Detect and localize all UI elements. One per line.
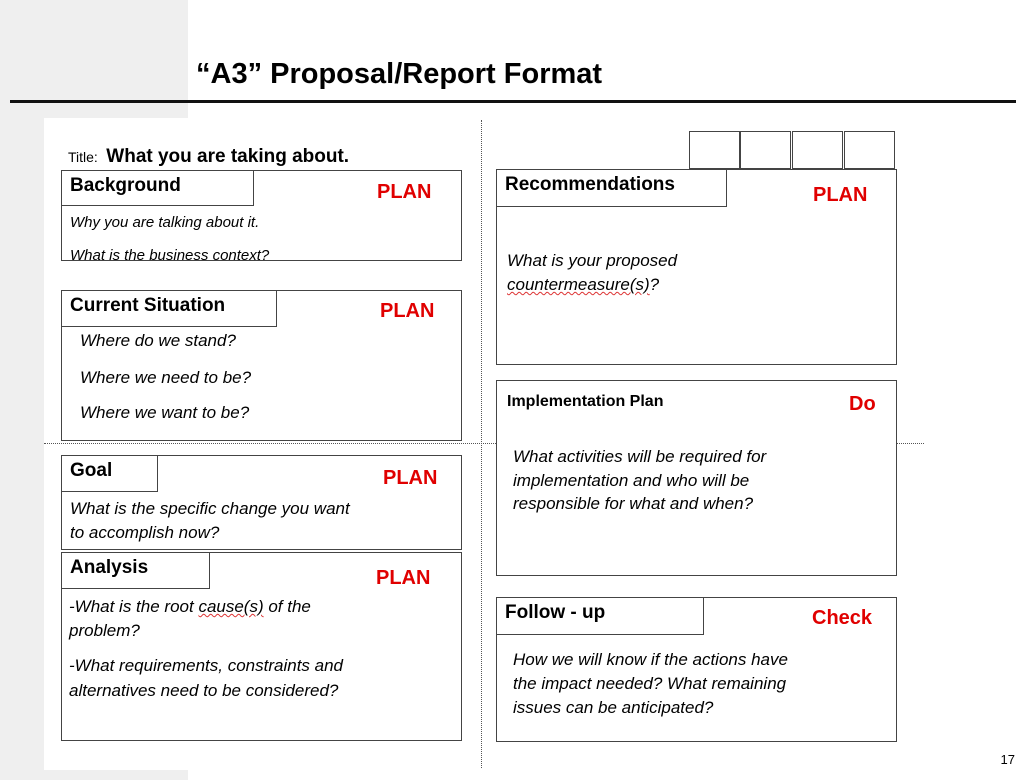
implementation-line: implementation and who will be [513, 471, 750, 490]
current-situation-line: Where do we stand? [80, 331, 236, 350]
plan-tag: PLAN [376, 567, 431, 589]
title-rule [10, 100, 1016, 103]
analysis-line1-post: of the [263, 597, 311, 616]
recommendations-line2-post: ? [649, 275, 660, 294]
analysis-line1-wavy: cause(s) [198, 597, 264, 616]
analysis-line [69, 595, 311, 619]
recommendations-line [507, 273, 659, 297]
analysis-line: -What requirements, constraints and [69, 656, 344, 675]
recommendations-heading: Recommendations [496, 169, 727, 207]
goal-line: What is the specific change you want [70, 499, 350, 518]
background-line: Why you are talking about it. [70, 214, 260, 231]
implementation-line: What activities will be required for [513, 447, 767, 466]
recommendations-line: What is your proposed [507, 251, 678, 270]
implementation-heading: Implementation Plan [507, 393, 664, 410]
title-label: Title: [68, 149, 98, 165]
signoff-box [689, 131, 740, 169]
current-situation-line: Where we need to be? [80, 368, 252, 387]
plan-tag: PLAN [380, 300, 435, 322]
recommendations-line2-wavy: countermeasure(s) [507, 275, 650, 294]
analysis-heading: Analysis [61, 552, 210, 589]
plan-tag: PLAN [813, 184, 868, 206]
implementation-box [496, 380, 897, 576]
check-tag: Check [812, 607, 873, 629]
title-value: What you are taking about. [106, 146, 350, 167]
follow-up-line: How we will know if the actions have [513, 650, 788, 669]
goal-line: to accomplish now? [70, 523, 220, 542]
follow-up-heading: Follow - up [496, 597, 704, 635]
current-situation-heading: Current Situation [61, 290, 277, 327]
follow-up-line: the impact needed? What remaining [513, 674, 787, 693]
signoff-box [792, 131, 843, 169]
goal-heading: Goal [61, 455, 158, 492]
follow-up-line: issues can be anticipated? [513, 698, 714, 717]
analysis-line1-pre: -What is the root [69, 597, 199, 616]
current-situation-line: Where we want to be? [80, 403, 250, 422]
plan-tag: PLAN [383, 467, 438, 489]
do-tag: Do [849, 393, 876, 415]
signoff-box [844, 131, 895, 169]
document-title [68, 146, 349, 168]
analysis-line: alternatives need to be considered? [69, 681, 339, 700]
background-line: What is the business context? [70, 247, 270, 261]
plan-tag: PLAN [377, 181, 432, 203]
page-title: “A3” Proposal/Report Format [196, 58, 603, 90]
vertical-fold-line [481, 120, 482, 768]
implementation-line: responsible for what and when? [513, 494, 754, 513]
analysis-line: problem? [69, 621, 140, 640]
signoff-box [740, 131, 791, 169]
background-heading: Background [61, 170, 254, 206]
page-number: 17 [1000, 752, 1015, 767]
